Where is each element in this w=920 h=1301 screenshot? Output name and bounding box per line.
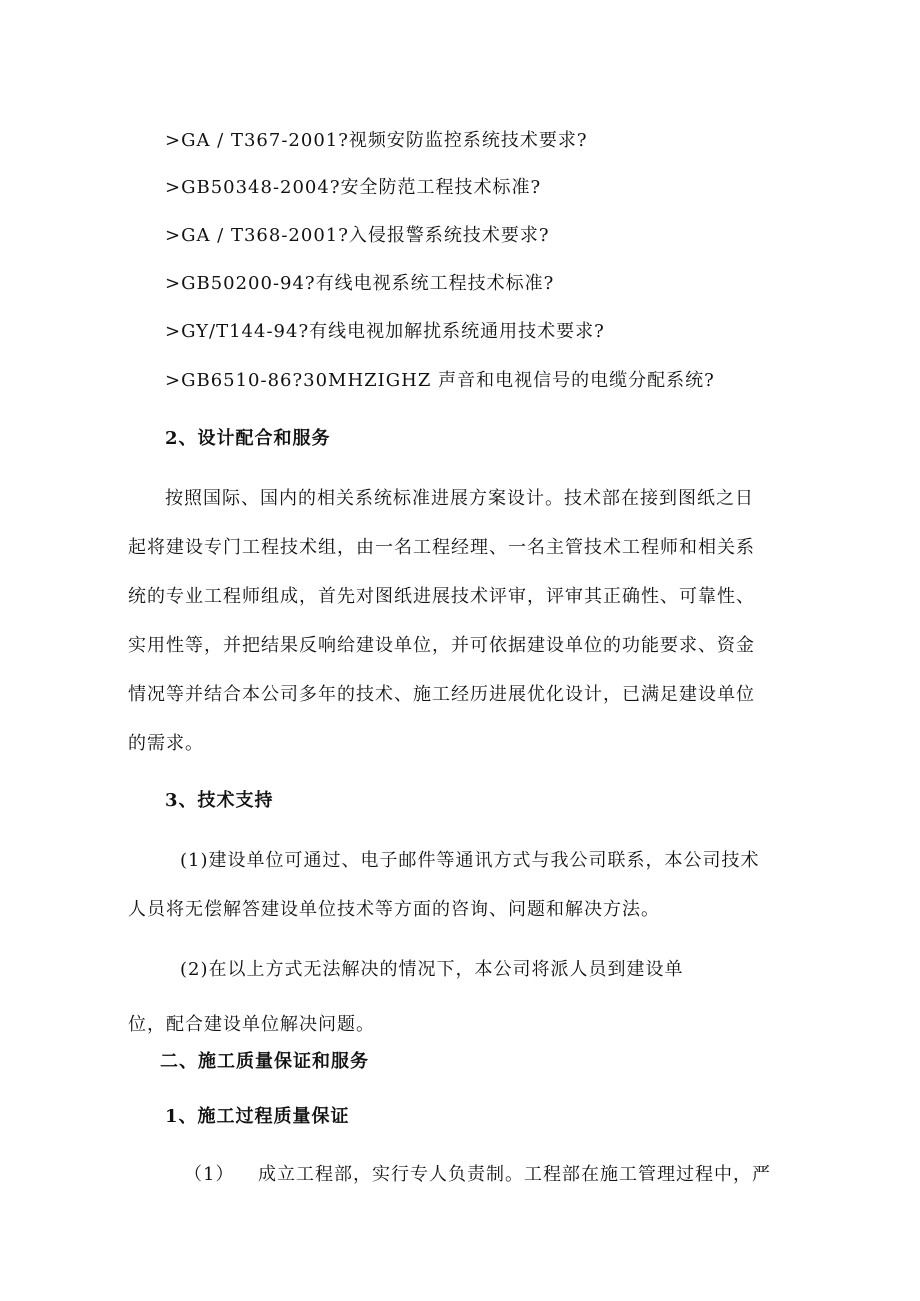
paragraph-line: 统的专业工程师组成，首先对图纸进展技术评审，评审其正确性、可靠性、 bbox=[128, 586, 755, 607]
part-heading-quality-service: 二、施工质量保证和服务 bbox=[160, 1051, 369, 1072]
standard-item: >GB50200-94?有线电视系统工程技术标准? bbox=[165, 273, 555, 294]
paragraph-line: 位，配合建设单位解决问题。 bbox=[128, 1014, 375, 1035]
standard-item: >GA / T368-2001?入侵报警系统技术要求? bbox=[165, 225, 550, 246]
list-number: （1） bbox=[184, 1164, 235, 1185]
paragraph-line: 的需求。 bbox=[128, 733, 204, 754]
standard-item: >GB50348-2004?安全防范工程技术标准? bbox=[165, 177, 542, 198]
standard-item: >GB6510-86?30MHZIGHZ 声音和电视信号的电缆分配系统? bbox=[165, 370, 715, 391]
paragraph-line: 成立工程部，实行专人负责制。工程部在施工管理过程中，严 bbox=[258, 1164, 771, 1185]
paragraph-line: 按照国际、国内的相关系统标准进展方案设计。技术部在接到图纸之日 bbox=[165, 488, 754, 509]
standard-item: >GY/T144-94?有线电视加解扰系统通用技术要求? bbox=[165, 321, 605, 342]
paragraph-line: 起将建设专门工程技术组，由一名工程经理、一名主管技术工程师和相关系 bbox=[128, 537, 755, 558]
paragraph-line: (2)在以上方式无法解决的情况下，本公司将派人员到建设单 bbox=[180, 959, 684, 980]
paragraph-line: 人员将无偿解答建设单位技术等方面的咨询、问题和解决方法。 bbox=[128, 899, 660, 920]
paragraph-line: (1)建设单位可通过、电子邮件等通讯方式与我公司联系，本公司技术 bbox=[180, 850, 760, 871]
paragraph-line: 情况等并结合本公司多年的技术、施工经历进展优化设计，已满足建设单位 bbox=[128, 684, 755, 705]
standard-item: >GA / T367-2001?视频安防监控系统技术要求? bbox=[165, 130, 588, 151]
subsection-heading-quality-assurance: 1、施工过程质量保证 bbox=[165, 1106, 350, 1127]
paragraph-line: 实用性等，并把结果反响给建设单位，并可依据建设单位的功能要求、资金 bbox=[128, 635, 755, 656]
section-heading-design-service: 2、设计配合和服务 bbox=[165, 428, 331, 449]
section-heading-tech-support: 3、技术支持 bbox=[165, 790, 274, 811]
